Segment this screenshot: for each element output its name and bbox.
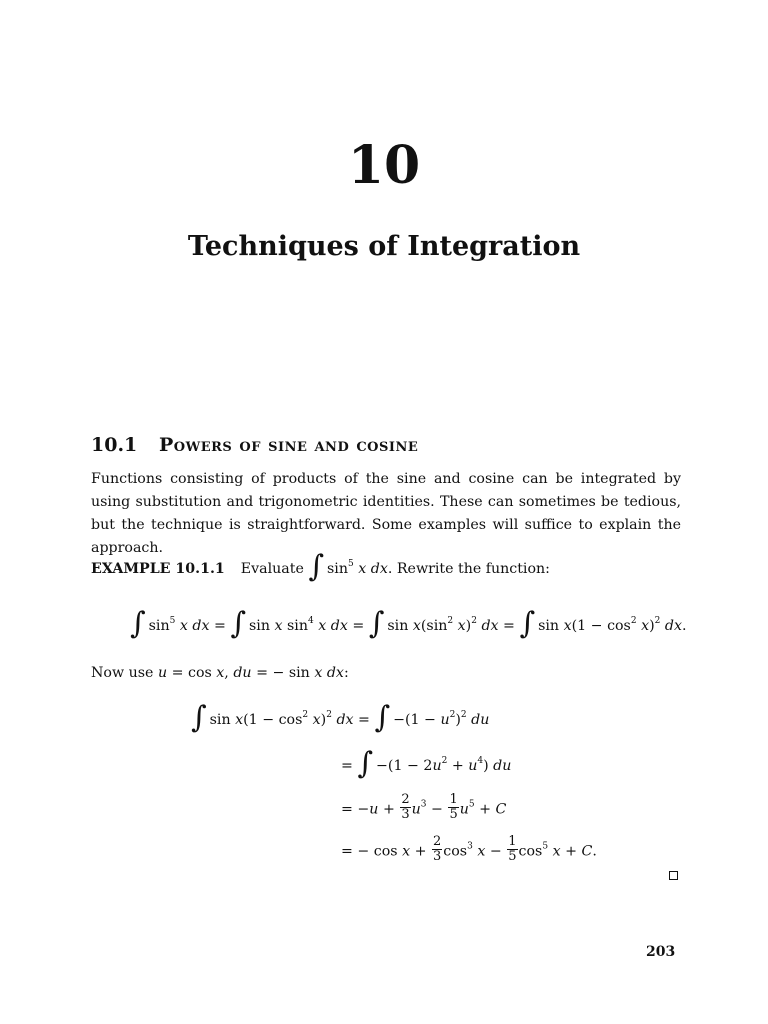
rewrite-equation: ∫ $\sin^5 x$ dx = ∫ sin x $\sin^4 x$ dx = ∫ $\sin x(\sin^2$ x)$^2$ dx = ∫ $\sin x(1 - \cos^2 x)^2$ dx. <box>130 606 687 641</box>
chapter-number: 10 <box>347 135 421 196</box>
section-number: 10.1 <box>91 434 138 456</box>
derivation-line-3: = −u + $\frac{2}{3}$ $u^3$ − $\frac{1}{5}$ $u^5 + C$ <box>341 792 507 822</box>
example-integral: ∫ $\sin^5 x$ dx <box>308 549 388 584</box>
substitution-line: Now use u = cos x, du = − sin x dx: <box>91 665 349 681</box>
derivation-line-4: = − cos x + $\frac{2}{3}$ $\cos^3 x$ − $\frac{1}{5}$ $\cos^5 x + C$. <box>341 834 597 864</box>
page-number: 203 <box>646 944 676 960</box>
chapter-title: Techniques of Integration <box>187 231 581 262</box>
example-statement-tail: . Rewrite the function: <box>387 561 550 577</box>
section-heading <box>91 434 418 456</box>
derivation-line-2: = ∫ $-(1 - 2u^2 + u^4)$ du <box>341 746 512 781</box>
substitution-text: Now use <box>91 665 154 681</box>
example-statement <box>91 549 550 584</box>
derivation-line-1: ∫ $\sin x(1 - \cos^2 x)^2$ dx = ∫ $-(1 - u^2)^2$ du <box>191 700 490 735</box>
intro-paragraph: Functions consisting of products of the sine and cosine can be integrated by using substitution and trigonometric identities. These can sometimes be tedious, but the technique is straightforward. Some examples will suffice to explain the approach. <box>91 471 681 556</box>
example-label: EXAMPLE 10.1.1 <box>91 561 225 577</box>
evaluate-word: Evaluate <box>240 561 304 577</box>
section-title: Powers of sine and cosine <box>159 434 419 456</box>
qed-box-icon <box>669 871 678 880</box>
